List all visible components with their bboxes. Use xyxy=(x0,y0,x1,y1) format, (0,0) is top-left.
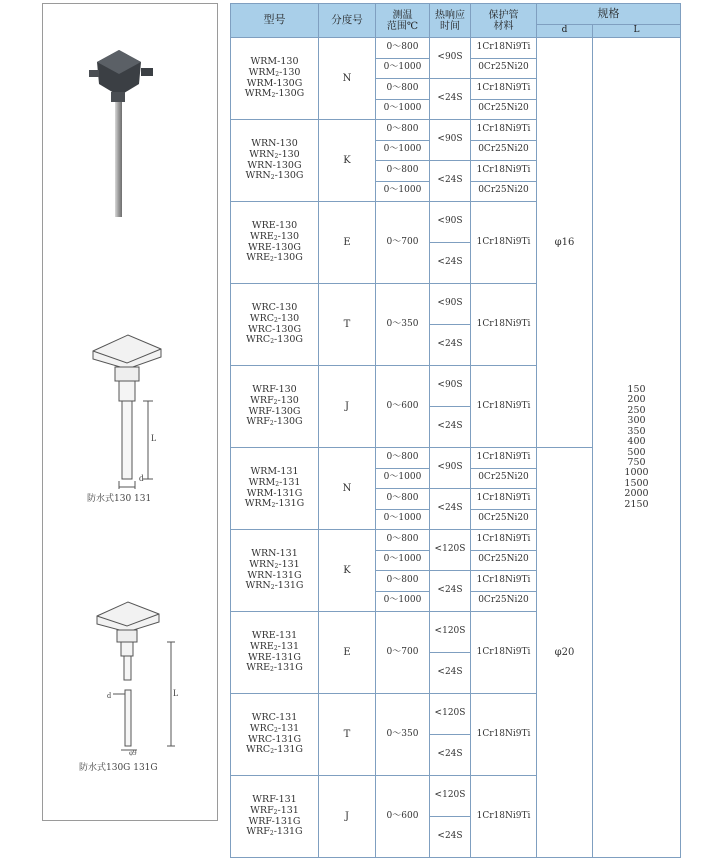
model-subscript: 2 xyxy=(271,501,276,509)
grade-cell: K xyxy=(319,120,376,202)
model-suffix: -131G xyxy=(274,743,303,755)
header-tube-line1: 保护管 xyxy=(488,9,519,21)
product-image-panel xyxy=(42,3,218,821)
model-name xyxy=(231,253,318,264)
response-cell: <24S xyxy=(430,817,471,858)
model-prefix: WRN xyxy=(249,148,275,160)
model-suffix: -130G xyxy=(273,251,303,263)
model-name xyxy=(231,631,318,641)
range-cell: 0～1000 xyxy=(376,140,430,161)
header-response xyxy=(430,4,471,38)
response-cell: <24S xyxy=(430,161,471,202)
header-spec-L: L xyxy=(593,25,681,38)
range-cell: 0～800 xyxy=(376,448,430,469)
range-cell: 0～800 xyxy=(376,120,430,141)
dim-L-label-g: L xyxy=(173,688,179,698)
tube-cell: 0Cr25Ni20 xyxy=(471,509,537,530)
model-subscript: 2 xyxy=(270,337,275,345)
grade-cell: T xyxy=(319,694,376,776)
spec-L-value: 200 xyxy=(627,394,646,406)
model-name xyxy=(231,335,318,346)
response-cell: <120S xyxy=(430,694,471,735)
range-cell: 0～1000 xyxy=(376,591,430,612)
model-suffix: -131G xyxy=(275,497,305,509)
response-cell: <24S xyxy=(430,325,471,366)
grade-cell: N xyxy=(319,448,376,530)
dim-phi-label: φ9 xyxy=(129,749,137,756)
range-cell: 0～1000 xyxy=(376,509,430,530)
tube-cell: 0Cr25Ni20 xyxy=(471,140,537,161)
model-subscript: 2 xyxy=(274,726,278,734)
header-spec: 规格 xyxy=(537,4,681,25)
model-suffix: -130 xyxy=(279,66,301,78)
header-range-line2: 范围℃ xyxy=(386,20,419,32)
model-subscript: 2 xyxy=(273,234,278,242)
grade-cell: J xyxy=(319,366,376,448)
tube-cell: 0Cr25Ni20 xyxy=(471,468,537,489)
model-name xyxy=(231,303,318,313)
model-text: WRE-131G xyxy=(248,651,301,663)
model-text: WRC-130 xyxy=(251,302,298,314)
model-text: WRN-130G xyxy=(247,159,302,171)
grade-cell: K xyxy=(319,530,376,612)
model-prefix: WRM xyxy=(244,497,272,509)
range-cell: 0～700 xyxy=(376,612,430,694)
spec-L-value: 150 xyxy=(627,383,646,395)
range-cell: 0～800 xyxy=(376,38,430,59)
range-cell: 0～1000 xyxy=(376,99,430,120)
grade-cell: T xyxy=(319,284,376,366)
tube-cell: 1Cr18Ni9Ti xyxy=(471,79,537,100)
header-tube xyxy=(471,4,537,38)
spec-table xyxy=(230,3,681,858)
model-text: WRN-130 xyxy=(251,138,298,150)
tube-cell: 1Cr18Ni9Ti xyxy=(471,612,537,694)
response-cell: <90S xyxy=(430,366,471,407)
model-prefix: WRE xyxy=(249,230,274,242)
grade-cell: N xyxy=(319,38,376,120)
range-cell: 0～600 xyxy=(376,366,430,448)
model-prefix: WRN xyxy=(245,579,271,591)
model-prefix: WRM xyxy=(248,476,276,488)
model-cell xyxy=(231,366,319,448)
model-subscript: 2 xyxy=(270,747,275,755)
spec-L-value: 1500 xyxy=(624,477,649,489)
response-cell: <90S xyxy=(430,448,471,489)
model-subscript: 2 xyxy=(275,70,280,78)
range-cell: 0～600 xyxy=(376,776,430,858)
model-suffix: -131G xyxy=(274,579,304,591)
grade-cell: E xyxy=(319,612,376,694)
model-prefix: WRE xyxy=(246,661,271,673)
tube-cell: 1Cr18Ni9Ti xyxy=(471,161,537,182)
header-response-line2: 时间 xyxy=(440,20,460,32)
header-range xyxy=(376,4,430,38)
model-suffix: -131 xyxy=(279,476,301,488)
tube-cell: 1Cr18Ni9Ti xyxy=(471,38,537,59)
response-cell: <24S xyxy=(430,407,471,448)
range-cell: 0～800 xyxy=(376,79,430,100)
model-subscript: 2 xyxy=(274,152,279,160)
response-cell: <24S xyxy=(430,735,471,776)
model-prefix: WRN xyxy=(249,558,275,570)
model-suffix: -130 xyxy=(277,230,300,242)
model-prefix: WRN xyxy=(245,169,271,181)
response-cell: <24S xyxy=(430,79,471,120)
model-prefix: WRC xyxy=(246,743,271,755)
dim-d-label: d xyxy=(139,473,144,483)
model-name xyxy=(231,171,318,182)
model-text: WRE-130G xyxy=(248,241,301,253)
dim-d-label-g: d xyxy=(107,691,111,700)
waterproof-130g-131g-drawing xyxy=(83,594,183,756)
model-text: WRE-131 xyxy=(251,630,298,642)
model-subscript: 2 xyxy=(270,255,274,263)
caption-130g-131g: 防水式130G 131G xyxy=(79,763,158,773)
model-cell xyxy=(231,202,319,284)
range-cell: 0～350 xyxy=(376,694,430,776)
model-subscript: 2 xyxy=(273,644,278,652)
spec-d-cell: φ16 xyxy=(537,38,593,448)
range-cell: 0～800 xyxy=(376,489,430,510)
model-text: WRC-130G xyxy=(247,323,302,335)
tube-cell: 1Cr18Ni9Ti xyxy=(471,694,537,776)
model-prefix: WRE xyxy=(249,640,274,652)
model-text: WRF-130G xyxy=(248,405,301,417)
tube-cell: 0Cr25Ni20 xyxy=(471,58,537,79)
header-tube-line2: 材料 xyxy=(493,20,514,32)
model-prefix: WRE xyxy=(246,251,271,263)
waterproof-130-131-drawing xyxy=(83,329,173,489)
tube-cell: 1Cr18Ni9Ti xyxy=(471,202,537,284)
model-prefix: WRM xyxy=(248,66,276,78)
grade-cell: E xyxy=(319,202,376,284)
response-cell: <120S xyxy=(430,776,471,817)
model-text: WRF-131 xyxy=(252,794,297,806)
range-cell: 0～800 xyxy=(376,571,430,592)
model-cell xyxy=(231,530,319,612)
model-suffix: -130G xyxy=(273,415,303,427)
model-cell xyxy=(231,776,319,858)
response-cell: <120S xyxy=(430,612,471,653)
model-name xyxy=(231,385,318,395)
tube-cell: 1Cr18Ni9Ti xyxy=(471,776,537,858)
tube-cell: 1Cr18Ni9Ti xyxy=(471,530,537,551)
model-suffix: -131 xyxy=(277,804,299,816)
dim-L-label: L xyxy=(151,433,157,443)
model-prefix: WRF xyxy=(246,415,270,427)
model-prefix: WRC xyxy=(249,312,274,324)
model-name xyxy=(231,663,318,674)
model-prefix: WRM xyxy=(244,87,272,99)
spec-L-value: 350 xyxy=(627,425,646,437)
tube-cell: 1Cr18Ni9Ti xyxy=(471,571,537,592)
spec-L-value: 1000 xyxy=(624,467,649,479)
model-suffix: -130G xyxy=(274,333,303,345)
grade-cell: J xyxy=(319,776,376,858)
range-cell: 0～800 xyxy=(376,161,430,182)
spec-L-value: 2150 xyxy=(624,498,649,510)
tube-cell: 1Cr18Ni9Ti xyxy=(471,448,537,469)
header-spec-d: d xyxy=(537,25,593,38)
tube-cell: 0Cr25Ni20 xyxy=(471,99,537,120)
range-cell: 0～1000 xyxy=(376,58,430,79)
model-subscript: 2 xyxy=(270,583,275,591)
response-cell: <24S xyxy=(430,243,471,284)
response-cell: <120S xyxy=(430,530,471,571)
model-name xyxy=(231,221,318,231)
response-cell: <90S xyxy=(430,38,471,79)
model-text: WRE-130 xyxy=(251,220,298,232)
model-name xyxy=(231,795,318,805)
model-cell xyxy=(231,448,319,530)
spec-L-value: 250 xyxy=(627,404,646,416)
model-suffix: -130 xyxy=(277,394,299,406)
model-text: WRM-131 xyxy=(250,466,299,478)
model-name xyxy=(231,499,318,510)
spec-L-value: 400 xyxy=(627,436,646,448)
model-text: WRF-130 xyxy=(252,384,297,396)
range-cell: 0～1000 xyxy=(376,181,430,202)
spec-d-cell: φ20 xyxy=(537,448,593,858)
tube-cell: 1Cr18Ni9Ti xyxy=(471,284,537,366)
thermocouple-photo xyxy=(81,44,161,224)
tube-cell: 1Cr18Ni9Ti xyxy=(471,120,537,141)
model-subscript: 2 xyxy=(270,665,274,673)
range-cell: 0～1000 xyxy=(376,550,430,571)
table-row xyxy=(231,38,681,59)
model-subscript: 2 xyxy=(273,808,278,816)
tube-cell: 1Cr18Ni9Ti xyxy=(471,489,537,510)
model-cell xyxy=(231,38,319,120)
model-subscript: 2 xyxy=(270,173,275,181)
model-prefix: WRF xyxy=(246,825,270,837)
model-subscript: 2 xyxy=(271,91,276,99)
response-cell: <90S xyxy=(430,284,471,325)
model-text: WRM-130 xyxy=(250,56,299,68)
response-cell: <24S xyxy=(430,571,471,612)
model-name xyxy=(231,713,318,723)
model-name xyxy=(231,581,318,592)
tube-cell: 1Cr18Ni9Ti xyxy=(471,366,537,448)
model-text: WRM-130G xyxy=(246,77,303,89)
model-name xyxy=(231,89,318,100)
spec-L-value: 300 xyxy=(627,415,646,427)
range-cell: 0～1000 xyxy=(376,468,430,489)
model-subscript: 2 xyxy=(274,316,278,324)
model-prefix: WRC xyxy=(246,333,271,345)
model-name xyxy=(231,827,318,838)
range-cell: 0～350 xyxy=(376,284,430,366)
model-suffix: -131G xyxy=(273,661,303,673)
model-cell xyxy=(231,120,319,202)
model-suffix: -130G xyxy=(274,169,304,181)
model-prefix: WRF xyxy=(250,804,274,816)
tube-cell: 0Cr25Ni20 xyxy=(471,181,537,202)
model-subscript: 2 xyxy=(274,562,279,570)
range-cell: 0～700 xyxy=(376,202,430,284)
spec-L-cell xyxy=(593,38,681,858)
model-text: WRC-131G xyxy=(247,733,302,745)
model-subscript: 2 xyxy=(269,419,274,427)
model-text: WRN-131 xyxy=(251,548,298,560)
model-subscript: 2 xyxy=(275,480,280,488)
model-suffix: -131 xyxy=(277,640,300,652)
model-name xyxy=(231,417,318,428)
caption-130-131: 防水式130 131 xyxy=(87,494,152,504)
model-text: WRC-131 xyxy=(251,712,298,724)
model-suffix: -131G xyxy=(273,825,303,837)
model-text: WRF-131G xyxy=(248,815,301,827)
header-range-line1: 测温 xyxy=(392,9,413,21)
model-cell xyxy=(231,694,319,776)
model-suffix: -130 xyxy=(278,148,300,160)
model-cell xyxy=(231,612,319,694)
range-cell: 0～800 xyxy=(376,530,430,551)
header-response-line1: 热响应 xyxy=(435,9,465,21)
model-cell xyxy=(231,284,319,366)
response-cell: <90S xyxy=(430,120,471,161)
model-name xyxy=(231,745,318,756)
model-text: WRM-131G xyxy=(246,487,303,499)
model-text: WRN-131G xyxy=(247,569,302,581)
model-suffix: -130G xyxy=(275,87,305,99)
response-cell: <24S xyxy=(430,653,471,694)
response-cell: <24S xyxy=(430,489,471,530)
spec-L-value: 750 xyxy=(627,456,646,468)
model-subscript: 2 xyxy=(269,829,274,837)
spec-table-body xyxy=(231,38,681,858)
model-suffix: -130 xyxy=(277,312,300,324)
tube-cell: 0Cr25Ni20 xyxy=(471,550,537,571)
header-model: 型号 xyxy=(231,4,319,38)
tube-cell: 0Cr25Ni20 xyxy=(471,591,537,612)
model-suffix: -131 xyxy=(278,558,300,570)
response-cell: <90S xyxy=(430,202,471,243)
model-subscript: 2 xyxy=(273,398,278,406)
spec-L-value: 2000 xyxy=(624,488,649,500)
model-prefix: WRC xyxy=(249,722,274,734)
model-suffix: -131 xyxy=(277,722,300,734)
header-grade: 分度号 xyxy=(319,4,376,38)
model-prefix: WRF xyxy=(250,394,274,406)
spec-L-value: 500 xyxy=(627,446,646,458)
